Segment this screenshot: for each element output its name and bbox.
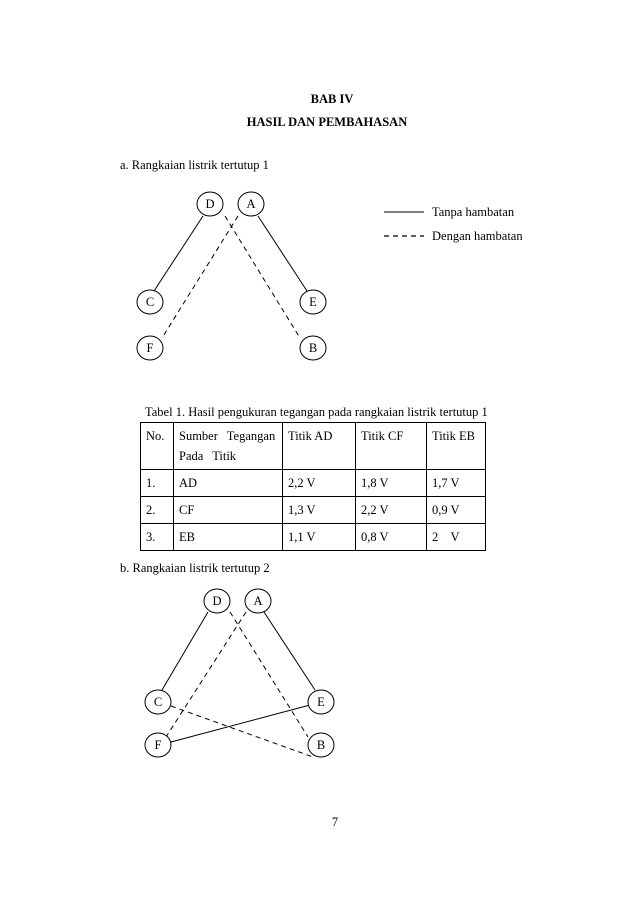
cell-no: 2. (141, 497, 174, 524)
wire-c-b (171, 706, 313, 757)
page-title: HASIL DAN PEMBAHASAN (246, 115, 408, 129)
node-d-label: D (212, 594, 222, 608)
cell-titik-eb: 1,7 V (427, 470, 486, 497)
node-f-label: F (154, 738, 162, 752)
wire-f-e (171, 705, 310, 742)
node-a-label: A (246, 197, 256, 211)
header-titik-ad: Titik AD (283, 423, 356, 470)
node-b-label: B (308, 341, 318, 355)
node-c-label: C (153, 695, 163, 709)
node-e-label: E (309, 295, 317, 309)
cell-sumber: CF (174, 497, 283, 524)
cell-titik-ad: 2,2 V (283, 470, 356, 497)
header-titik-cf: Titik CF (356, 423, 427, 470)
cell-titik-cf: 0,8 V (356, 524, 427, 551)
section-b-heading: b. Rangkaian listrik tertutup 2 (120, 561, 270, 575)
cell-titik-ad: 1,3 V (283, 497, 356, 524)
node-f-label: F (146, 341, 154, 355)
cell-titik-cf: 1,8 V (356, 470, 427, 497)
header-sumber: Sumber Tegangan Pada Titik (174, 423, 283, 470)
page-number: 7 (331, 815, 339, 829)
node-b-label: B (316, 738, 326, 752)
chapter-heading: BAB IV (310, 92, 354, 106)
cell-titik-ad: 1,1 V (283, 524, 356, 551)
wire-d-b (230, 612, 308, 737)
legend-solid-label: Tanpa hambatan (432, 205, 515, 219)
cell-titik-cf: 2,2 V (356, 497, 427, 524)
header-no: No. (141, 423, 174, 470)
table-caption: Tabel 1. Hasil pengukuran tegangan pada rangkaian listrik tertutup 1 (145, 405, 488, 419)
cell-sumber: EB (174, 524, 283, 551)
legend-dashed-label: Dengan hambatan (432, 229, 523, 243)
node-a-label: A (253, 594, 263, 608)
node-c-label: C (145, 295, 155, 309)
cell-no: 1. (141, 470, 174, 497)
header-titik-eb: Titik EB (427, 423, 486, 470)
wire-a-e (264, 612, 315, 690)
node-e-label: E (317, 695, 325, 709)
wire-d-c (162, 612, 208, 690)
cell-titik-eb: 0,9 V (427, 497, 486, 524)
cell-titik-eb: 2 V (427, 524, 486, 551)
cell-sumber: AD (174, 470, 283, 497)
node-d-label: D (205, 197, 215, 211)
section-a-heading: a. Rangkaian listrik tertutup 1 (120, 158, 269, 172)
cell-no: 3. (141, 524, 174, 551)
